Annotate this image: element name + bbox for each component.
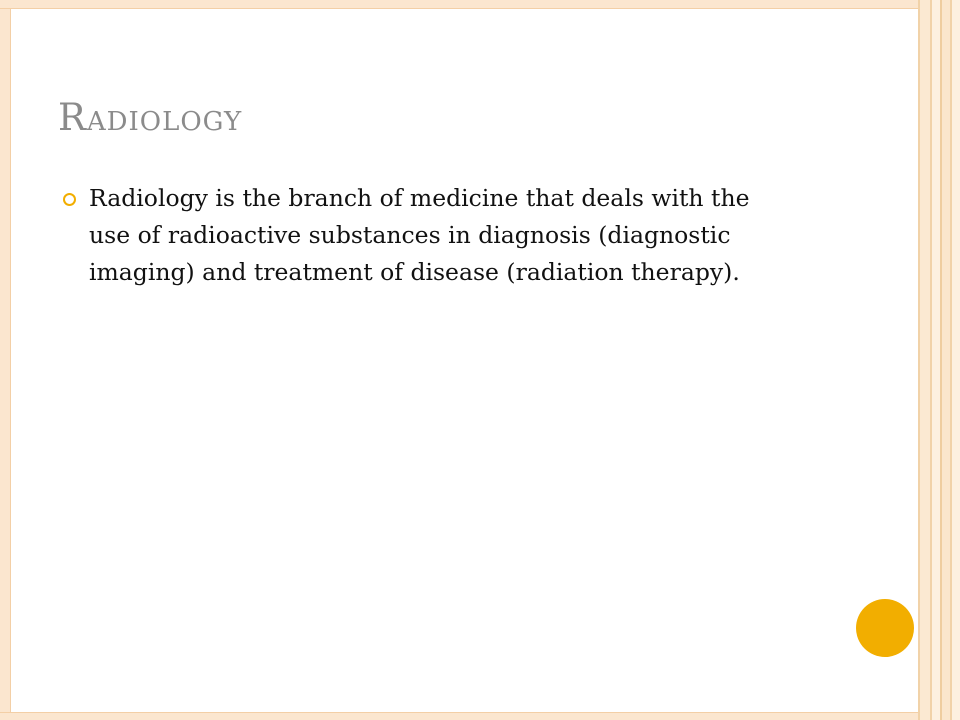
bullet-text: Radiology is the branch of medicine that deals with the use of radioactive substances in diagnosis (diagnostic imaging) and treatment of disease (radiation therapy). [89,184,750,286]
slide-title: Radiology [58,96,243,139]
bullet-list [62,180,782,291]
bullet-item [62,180,782,291]
frame-bottom-border [0,712,920,720]
frame-top-border [0,0,920,9]
frame-left-border [0,0,11,720]
ring-bullet-icon [63,193,76,206]
right-striped-band [918,0,960,720]
decorative-circle [856,599,914,657]
